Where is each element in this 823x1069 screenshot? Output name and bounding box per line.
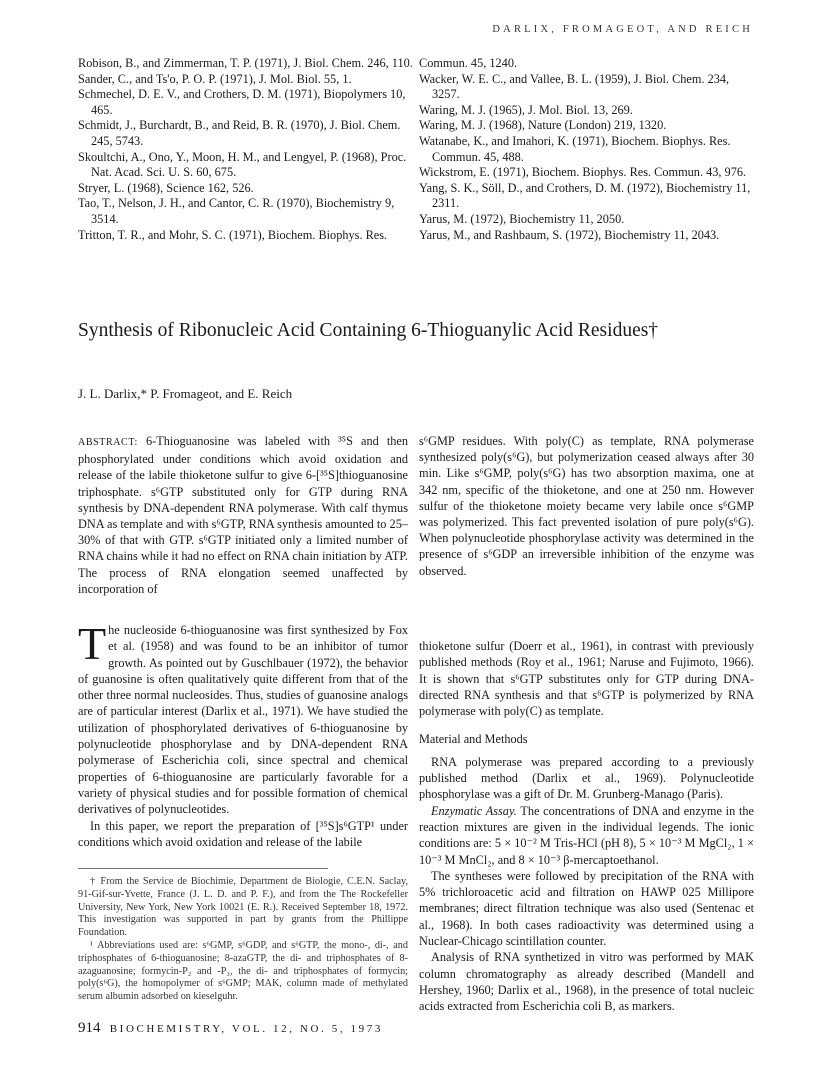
- subsection-label: Enzymatic Assay.: [431, 803, 517, 818]
- footnote: ¹ Abbreviations used are: s⁶GMP, s⁶GDP, and s⁶GTP, the mono-, di-, and triphosphates of 6-thioguanosine; 8-azaGTP, the di- and triphosphates of 8-azaguanosine; formycin-P₂ and -P₃, the di- and triphosphates of formycin; poly(s⁶G), the homopolymer of s⁶GMP; MAK, column made of methylated serum albumin adsorbed on kieselguhr.: [78, 939, 408, 1003]
- reference: Waring, M. J. (1965), J. Mol. Biol. 13, 269.: [419, 102, 633, 117]
- reference: Wacker, W. E. C., and Vallee, B. L. (1959), J. Biol. Chem. 234, 3257.: [419, 71, 730, 102]
- reference: Tao, T., Nelson, J. H., and Cantor, C. R. (1970), Biochemistry 9, 3514.: [78, 196, 395, 226]
- reference: Waring, M. J. (1968), Nature (London) 219, 1320.: [419, 118, 667, 133]
- references-right: [419, 56, 754, 243]
- reference: Stryer, L. (1968), Science 162, 526.: [78, 180, 254, 195]
- references-left: [78, 56, 413, 243]
- abstract-label: ABSTRACT:: [78, 437, 138, 448]
- reference: Schmechel, D. E. V., and Crothers, D. M. (1971), Biopolymers 10, 465.: [78, 87, 406, 117]
- body-paragraph: RNA polymerase was prepared according to a previously published method (Darlix et al., 1969). Polynucleotide phosphorylase was a gift of Dr. M. Grunberg-Manago (Paris).: [419, 754, 754, 802]
- reference: Yang, S. K., Söll, D., and Crothers, D. M. (1972), Biochemistry 11, 2311.: [419, 180, 751, 211]
- footnotes: [78, 876, 408, 1004]
- section-heading: Material and Methods: [419, 732, 528, 747]
- drop-cap: T: [78, 618, 107, 669]
- reference: Tritton, T. R., and Mohr, S. C. (1971), Biochem. Biophys. Res.: [78, 227, 388, 242]
- body-paragraph: The concentrations of DNA and enzyme in the reaction mixtures are given in the individual legends. The ionic conditions are: 5 × 10⁻² M Tris-HCl (pH 8), 5 × 10⁻³ M MgCl₂, 1 × 10⁻³ M MnCl₂, and 8 × 10⁻³ β-mercaptoethanol.: [419, 803, 754, 867]
- article-title: Synthesis of Ribonucleic Acid Containing 6-Thioguanylic Acid Residues†: [78, 320, 659, 341]
- abstract-text: s⁶GMP residues. With poly(C) as template, RNA polymerase synthesized poly(s⁶G), but polymerization ceased always after 30 min. Like s⁶GMP, poly(s⁶G) has two absorption maxima, one at 342 nm, specific of the thioketone, and one at 250 nm. However sulfur of the thioketone moiety became very labile once s⁶GMP was polymerized. This fact prevented isolation of pure poly(s⁶G). When polynucleotide phosphorylase activity was determined in the presence of s⁶GDP an irreversible inhibition of the enzyme was observed.: [419, 434, 754, 578]
- body-paragraph: thioketone sulfur (Doerr et al., 1961), in contrast with previously published methods (Roy et al., 1961; Naruse and Fujimoto, 1966). It is shown that s⁶GTP substitutes only for GTP during DNA-directed RNA synthesis and that s⁶GTP is polymerized by RNA polymerase with poly(C) as template.: [419, 639, 754, 719]
- reference: Yarus, M. (1972), Biochemistry 11, 2050.: [419, 211, 625, 226]
- body-paragraph: In this paper, we report the preparation of [³⁵S]s⁶GTP¹ under conditions which avoid oxidation and release of the labile: [78, 818, 408, 849]
- reference: Yarus, M., and Rashbaum, S. (1972), Biochemistry 11, 2043.: [419, 227, 720, 242]
- reference: Schmidt, J., Burchardt, B., and Reid, B. R. (1970), J. Biol. Chem. 245, 5743.: [78, 118, 401, 148]
- abstract-text: 6-Thioguanosine was labeled with ³⁵S and then phosphorylated under conditions which avoid oxidation and release of the labile thioketone sulfur to give 6-[³⁵S]thioguanosine triphosphate. s⁶GTP substituted only for GTP during RNA synthesis by DNA-dependent RNA polymerase. With calf thymus DNA as template and with s⁶GTP, RNA synthesis amounted to 25–30% of that with GTP. s⁶GTP initiated only a limited number of RNA chains while it had no effect on RNA chain initiation by ATP. The process of RNA elongation seemed unaffected by incorporation of: [78, 434, 408, 596]
- reference: Robison, B., and Zimmerman, T. P. (1971), J. Biol. Chem. 246, 110.: [78, 56, 413, 70]
- body-left-column: [78, 618, 408, 850]
- reference: Wickstrom, E. (1971), Biochem. Biophys. Res. Commun. 43, 976.: [419, 165, 747, 180]
- body-paragraph: Analysis of RNA synthetized in vitro was performed by MAK column chromatography as already described (Mandell and Hershey, 1960; Darlix et al., 1968), in the presence of total nucleic acids extracted from Escherichia coli B, as markers.: [419, 950, 754, 1014]
- abstract-left: [78, 433, 408, 597]
- reference: Watanabe, K., and Imahori, K. (1971), Biochem. Biophys. Res. Commun. 45, 488.: [419, 133, 731, 164]
- author-list: J. L. Darlix,* P. Fromageot, and E. Reich: [78, 386, 293, 401]
- running-head: DARLIX, FROMAGEOT, AND REICH: [492, 24, 753, 35]
- page-footer: [78, 1020, 383, 1037]
- reference: Skoultchi, A., Ono, Y., Moon, H. M., and Lengyel, P. (1968), Proc. Nat. Acad. Sci. U. S. 60, 675.: [78, 149, 407, 180]
- journal-citation: BIOCHEMISTRY, VOL. 12, NO. 5, 1973: [109, 1023, 383, 1035]
- body-paragraph: The syntheses were followed by precipitation of the RNA with 5% trichloroacetic acid and filtration on HAWP 025 Millipore membranes; direct filtration technique was also used (Sentenac et al., 1968). In both cases radioactivity was determined using a Nuclear-Chicago scintillation counter.: [419, 868, 754, 949]
- reference: Commun. 45, 1240.: [419, 56, 518, 70]
- body-paragraph: he nucleoside 6-thioguanosine was first synthesized by Fox et al. (1958) and was found to be an inhibitor of tumor growth. As pointed out by Guschlbauer (1972), the behavior of guanosine is often qualitatively quite different from that of the other three normal nucleosides. Thus, studies of guanosine analogs are of particular interest (Darlix et al., 1971). We have studied the utilization of phosphorylated derivatives of 6-thioguanosine by polynucleotide phosphorylase and by DNA-dependent RNA polymerase of Escherichia coli, since spectral and chemical properties of 6-thioguanosine are particularly favorable for a variety of physical studies and for possible formation of chemical derivatives of polynucleotides.: [78, 623, 408, 817]
- footnote: † From the Service de Biochimie, Department de Biologie, C.E.N. Saclay, 91-Gif-sur-Yvette, France (J. L. D. and P. F.), and from the The Rockefeller University, New York, New York 10021 (E. R.). Received September 18, 1972. This investigation was supported in part by grants from the Phillippe Foundation.: [78, 876, 408, 939]
- abstract-right: [419, 433, 754, 579]
- reference: Sander, C., and Ts'o, P. O. P. (1971), J. Mol. Biol. 55, 1.: [78, 71, 352, 86]
- body-right-column: [419, 638, 754, 1015]
- page-number: 914: [78, 1020, 101, 1036]
- footnote-rule: [78, 868, 328, 869]
